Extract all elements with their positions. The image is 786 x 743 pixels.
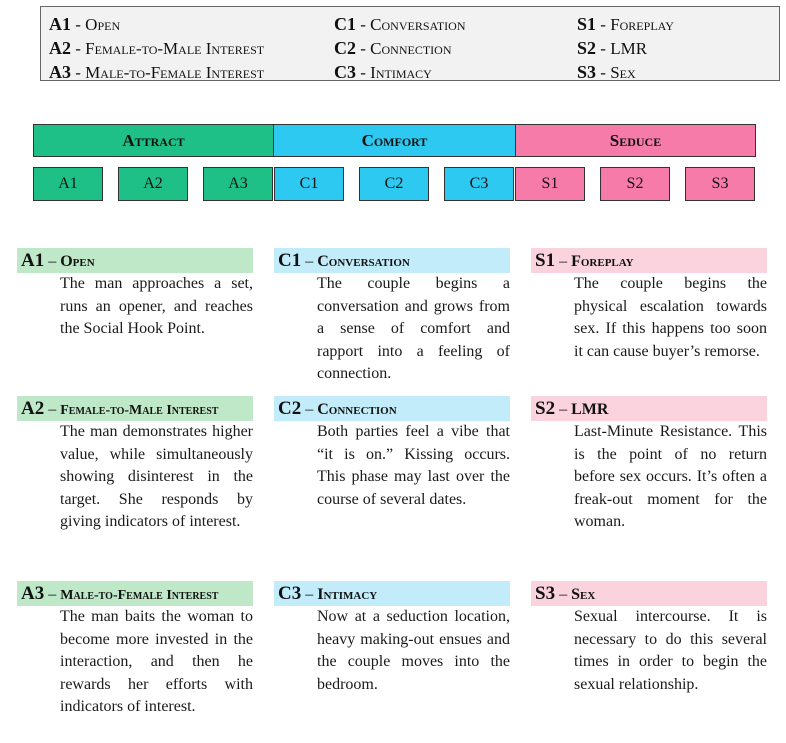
card-a1 xyxy=(17,248,253,341)
legend-column-comfort xyxy=(334,12,466,84)
step-a1: A1 xyxy=(33,167,103,201)
card-a2 xyxy=(17,396,253,534)
card-heading: S3 – Sex xyxy=(531,581,767,606)
card-heading: C1 – Conversation xyxy=(274,248,510,273)
step-c1: C1 xyxy=(274,167,344,201)
phase-attract: Attract xyxy=(33,124,274,157)
phase-seduce: Seduce xyxy=(515,124,756,157)
card-text: The couple begins a conversation and grows from a sense of comfort and rapport into a feeling of connection. xyxy=(317,275,510,382)
card-heading: A2 – Female-to-Male Interest xyxy=(17,396,253,421)
legend-column-seduce xyxy=(577,12,674,84)
step-c3: C3 xyxy=(444,167,514,201)
card-a3 xyxy=(17,581,253,719)
step-a3: A3 xyxy=(203,167,273,201)
card-c1 xyxy=(274,248,510,386)
card-c3 xyxy=(274,581,510,696)
card-text: The man approaches a set, runs an opener, and reaches the Social Hook Point. xyxy=(60,275,253,337)
legend-column-attract xyxy=(49,12,264,84)
card-s1 xyxy=(531,248,767,363)
card-text: The man demonstrates higher value, while simultaneously showing disinterest in the target. She responds by giving indicators of interest. xyxy=(60,423,253,530)
card-text: The couple begins the physical escalation towards sex. If this happens too soon it can cause buyer’s remorse. xyxy=(574,275,767,360)
card-s3 xyxy=(531,581,767,696)
card-heading: C3 – Intimacy xyxy=(274,581,510,606)
step-s2: S2 xyxy=(600,167,670,201)
card-text: Both parties feel a vibe that “it is on.” Kissing occurs. This phase may last over the course of several dates. xyxy=(317,423,510,508)
legend-item: C2 - Connection xyxy=(334,38,452,58)
card-s2 xyxy=(531,396,767,534)
legend-item: A1 - Open xyxy=(49,14,121,34)
step-s1: S1 xyxy=(515,167,585,201)
step-a2: A2 xyxy=(118,167,188,201)
legend-item: C1 - Conversation xyxy=(334,14,466,34)
card-text: Sexual intercourse. It is necessary to do this several times in order to begin the sexual relationship. xyxy=(574,608,767,693)
card-heading: A3 – Male-to-Female Interest xyxy=(17,581,253,606)
legend-item: A2 - Female-to-Male Interest xyxy=(49,38,265,58)
legend-box xyxy=(40,6,780,81)
card-text: Last-Minute Resistance. This is the point of no return before sex occurs. It’s often a freak-out moment for the woman. xyxy=(574,423,767,530)
card-text: Now at a seduction location, heavy making-out ensues and the couple moves into the bedroom. xyxy=(317,608,510,693)
phase-comfort: Comfort xyxy=(273,124,516,157)
card-heading: A1 – Open xyxy=(17,248,253,273)
card-heading: S2 – LMR xyxy=(531,396,767,421)
legend-item: S3 - Sex xyxy=(577,62,636,82)
legend-item: S1 - Foreplay xyxy=(577,14,674,34)
card-text: The man baits the woman to become more invested in the interaction, and then he rewards her efforts with indicators of interest. xyxy=(60,608,253,715)
card-c2 xyxy=(274,396,510,511)
card-heading: C2 – Connection xyxy=(274,396,510,421)
legend-item: C3 - Intimacy xyxy=(334,62,432,82)
legend-item: S2 - LMR xyxy=(577,38,648,58)
step-s3: S3 xyxy=(685,167,755,201)
legend-item: A3 - Male-to-Female Interest xyxy=(49,62,265,82)
step-c2: C2 xyxy=(359,167,429,201)
card-heading: S1 – Foreplay xyxy=(531,248,767,273)
